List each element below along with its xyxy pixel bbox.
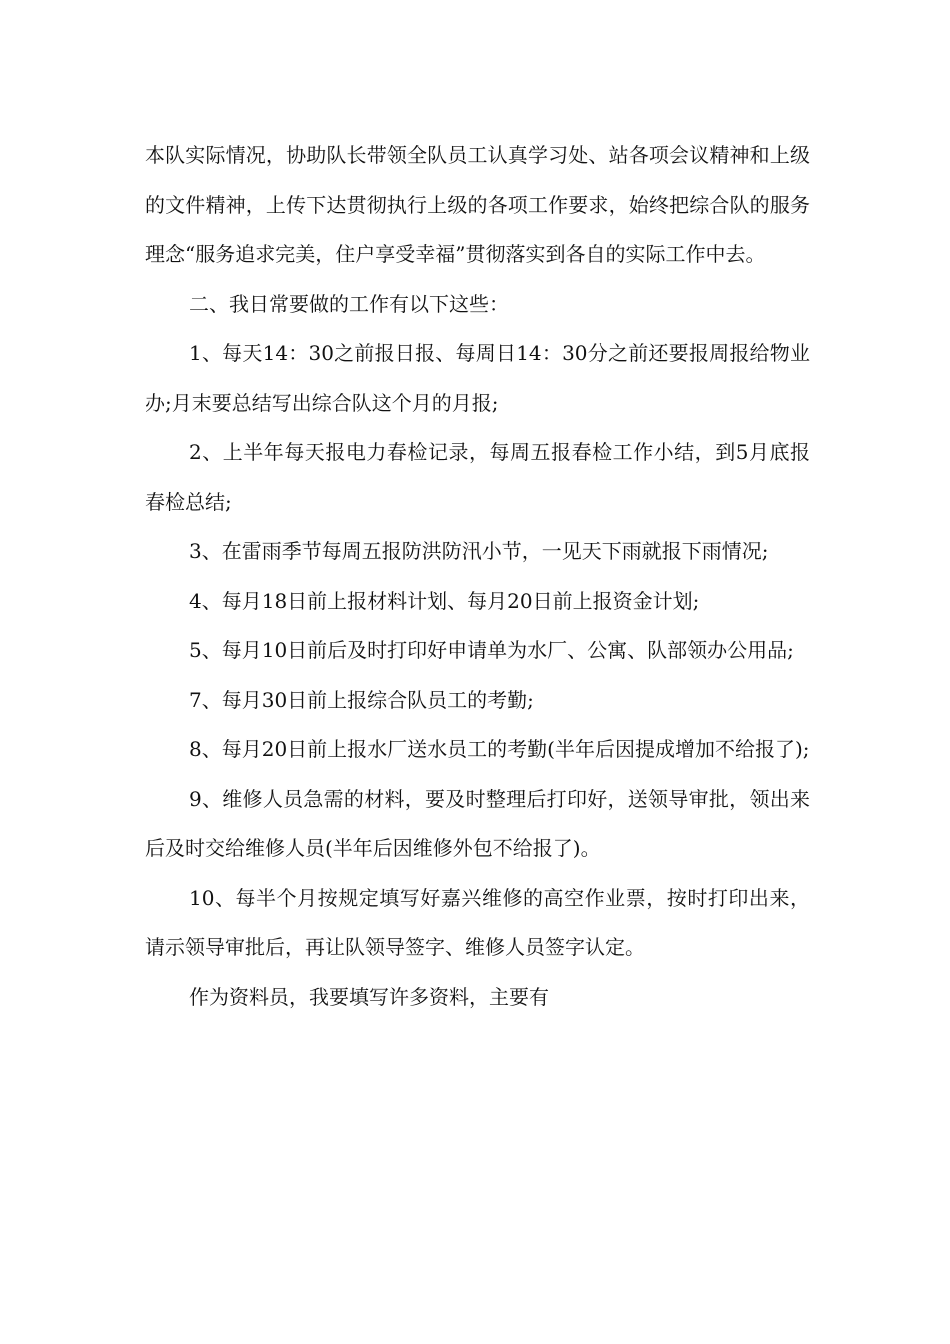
paragraph-10: 9、维修人员急需的材料，要及时整理后打印好，送领导审批，领出来后及时交给维修人员(半年后因维修外包不给报了)。 <box>145 786 810 860</box>
paragraph-2: 二、我日常要做的工作有以下这些： <box>189 291 509 316</box>
paragraph-11: 10、每半个月按规定填写好嘉兴维修的高空作业票，按时打印出来，请示领导审批后，再让队领导签字、维修人员签字认定。 <box>145 885 810 959</box>
paragraph-12: 作为资料员，我要填写许多资料，主要有 <box>189 984 549 1009</box>
document-body <box>145 131 810 1022</box>
paragraph-4: 2、上半年每天报电力春检记录，每周五报春检工作小结，到5月底报春检总结; <box>145 440 810 514</box>
paragraph-7: 5、每月10日前后及时打印好申请单为水厂、公寓、队部领办公用品; <box>189 638 794 662</box>
paragraph-3: 1、每天14：30之前报日报、每周日14：30分之前还要报周报给物业办;月末要总结写出综合队这个月的月报; <box>145 341 810 415</box>
paragraph-8: 7、每月30日前上报综合队员工的考勤; <box>189 687 534 712</box>
paragraph-9: 8、每月20日前上报水厂送水员工的考勤(半年后因提成增加不给报了); <box>189 737 810 761</box>
paragraph-1: 本队实际情况，协助队长带领全队员工认真学习处、站各项会议精神和上级的文件精神，上传下达贯彻执行上级的各项工作要求，始终把综合队的服务理念“服务追求完美，住户享受幸福”贯彻落实到各自的实际工作中去。 <box>145 143 810 266</box>
paragraph-6: 4、每月18日前上报材料计划、每月20日前上报资金计划; <box>189 588 700 613</box>
paragraph-5: 3、在雷雨季节每周五报防洪防汛小节，一见天下雨就报下雨情况; <box>189 539 769 563</box>
